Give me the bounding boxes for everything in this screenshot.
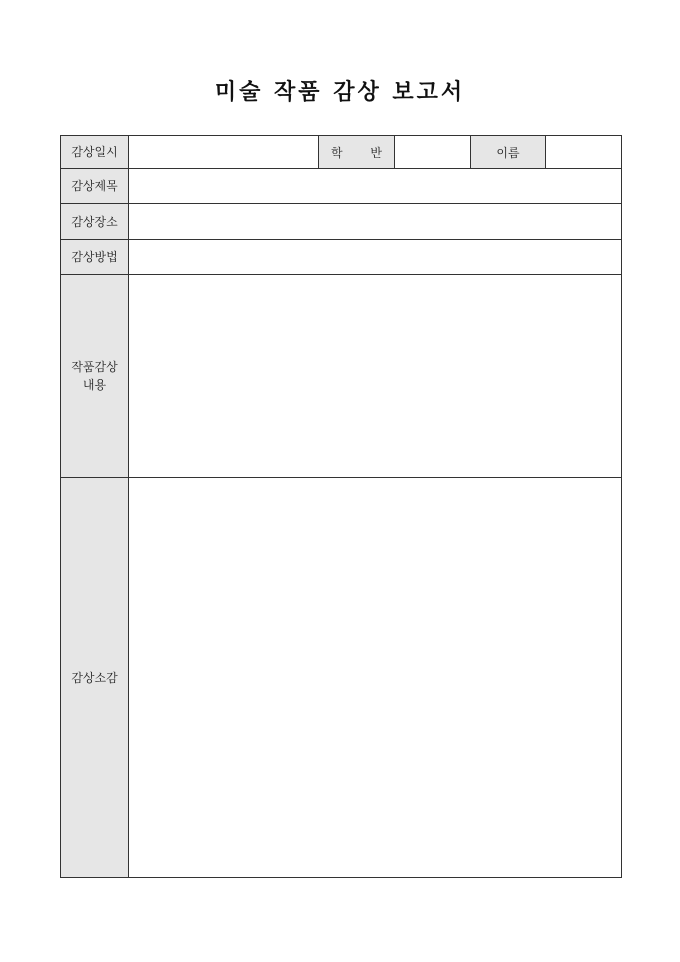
viewing-place-label: 감상장소	[61, 204, 129, 240]
class-label	[319, 136, 395, 169]
row-viewing-method	[61, 240, 622, 275]
row-viewing-title	[61, 169, 622, 204]
row-artwork-content	[61, 275, 622, 478]
viewing-title-label: 감상제목	[61, 169, 129, 204]
viewing-date-field[interactable]	[129, 136, 319, 169]
artwork-content-label-line2: 내용	[82, 378, 107, 392]
class-field[interactable]	[395, 136, 471, 169]
viewing-method-label: 감상방법	[61, 240, 129, 275]
artwork-content-field[interactable]	[129, 275, 622, 478]
name-label: 이름	[471, 136, 546, 169]
row-viewing-date	[61, 136, 622, 169]
row-impression	[61, 478, 622, 878]
viewing-title-field[interactable]	[129, 169, 622, 204]
report-form-table	[60, 135, 622, 878]
artwork-content-label	[61, 275, 129, 478]
name-field[interactable]	[546, 136, 622, 169]
impression-field[interactable]	[129, 478, 622, 878]
artwork-content-label-line1: 작품감상	[71, 360, 118, 374]
viewing-method-field[interactable]	[129, 240, 622, 275]
impression-label: 감상소감	[61, 478, 129, 878]
viewing-place-field[interactable]	[129, 204, 622, 240]
page-title: 미술 작품 감상 보고서	[214, 79, 466, 105]
class-label-text: 학 반	[331, 145, 394, 160]
viewing-date-label: 감상일시	[61, 136, 129, 169]
row-viewing-place	[61, 204, 622, 240]
